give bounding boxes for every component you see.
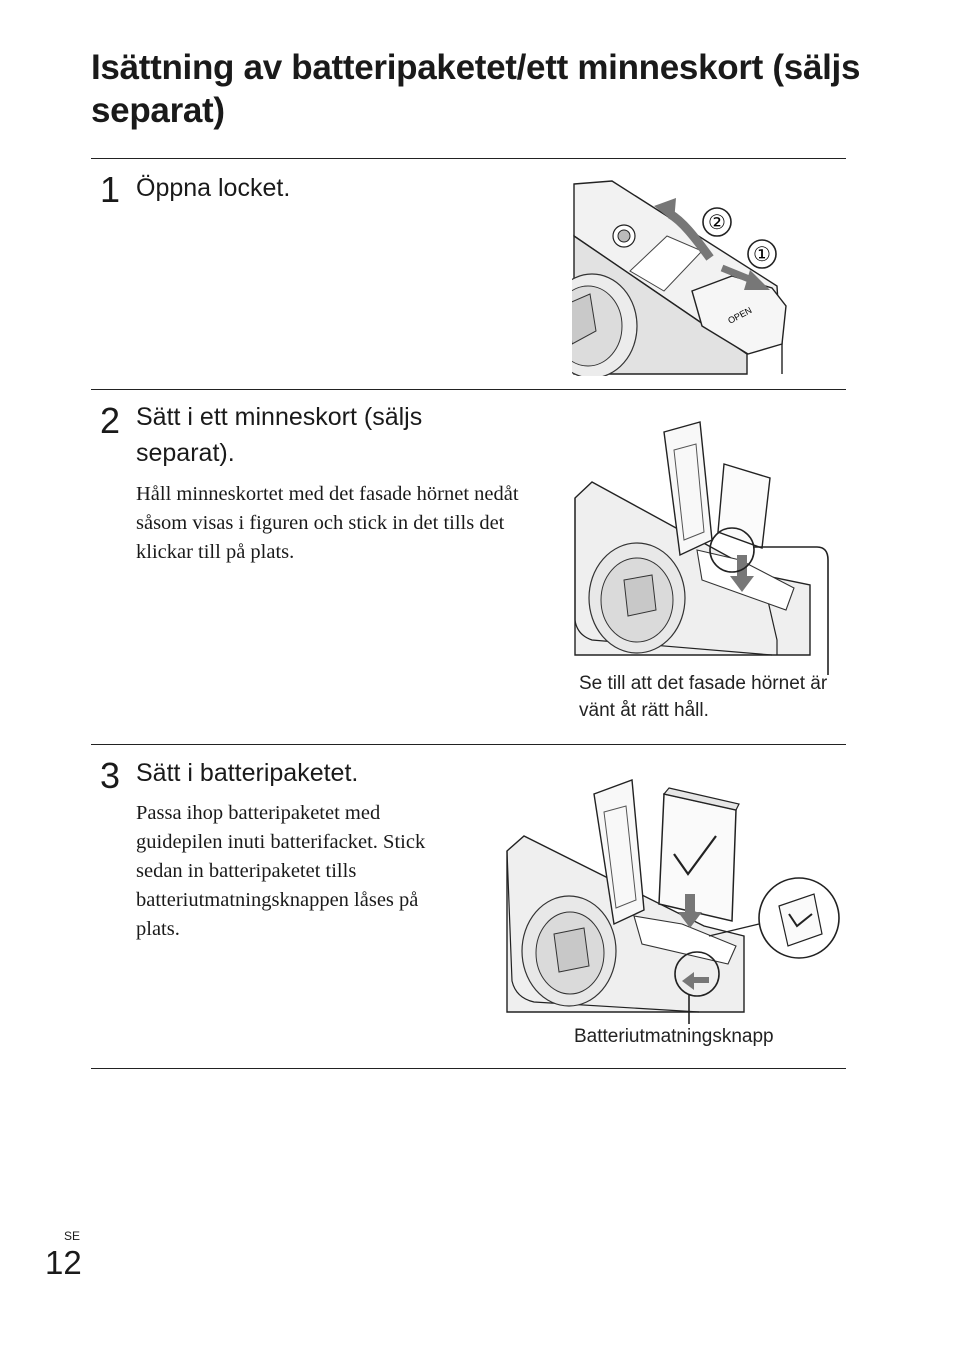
step-2-body: Håll minneskortet med det fasade hörnet nedåt såsom visas i figuren och stick in det tills det klickar till på plats. (136, 483, 519, 563)
section-divider (91, 1068, 846, 1069)
step-3-body: Passa ihop batteripaketet med guidepilen inuti batterifacket. Stick sedan in batteripaketet tills batteriutmatningsknappen låses på plats. (136, 802, 426, 940)
region-code: SE (64, 1229, 81, 1243)
step-3-caption: Batteriutmatningsknapp (574, 1026, 774, 1047)
open-cover-illustration (572, 176, 787, 376)
section-divider (91, 744, 846, 745)
step-2-caption: Se till att det fasade hörnet är vänt åt rätt håll. (579, 673, 828, 721)
open-label: OPEN (726, 304, 754, 326)
step-3-number: 3 (100, 755, 121, 796)
step-2-heading: Sätt i ett minneskort (säljs separat). (136, 403, 423, 467)
page-number: 12 (45, 1244, 82, 1281)
lens-icon (522, 896, 616, 1006)
section-divider (91, 158, 846, 159)
memory-card-icon (718, 464, 770, 548)
callout-1: ① (753, 244, 771, 266)
memory-card-illustration (572, 420, 834, 678)
battery-illustration (504, 776, 840, 1024)
section-divider (91, 389, 846, 390)
callout-2: ② (708, 212, 726, 234)
step-1-heading: Öppna locket. (136, 174, 291, 202)
step-2-number: 2 (100, 400, 121, 441)
page-title: Isättning av batteripaketet/ett minneskort (säljs separat) (91, 48, 861, 130)
lens-icon (589, 543, 685, 653)
battery-icon (659, 788, 739, 921)
step-1-number: 1 (100, 169, 121, 210)
step-3-heading: Sätt i batteripaketet. (136, 759, 359, 787)
tripod-socket-icon (613, 225, 635, 247)
